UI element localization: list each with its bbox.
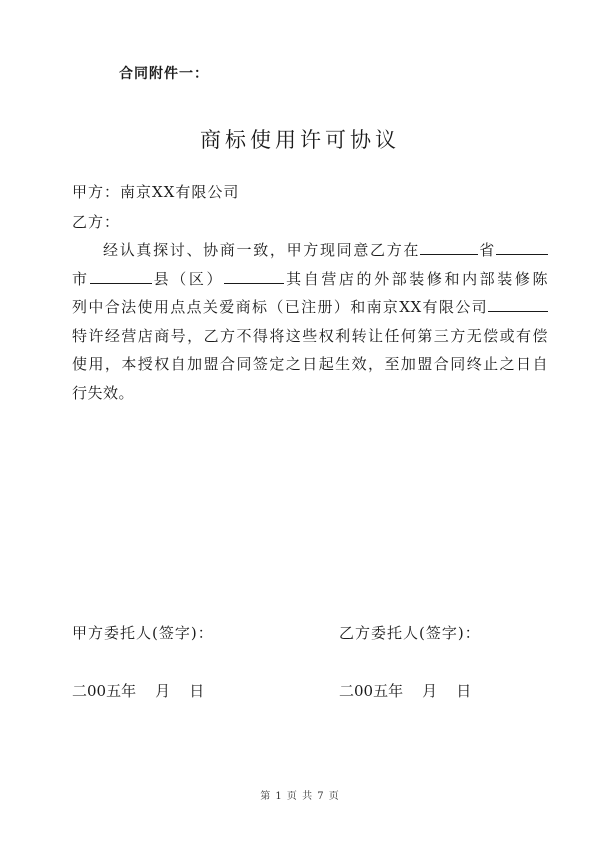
- blank-field-district: [224, 268, 284, 284]
- blank-field-after-province: [496, 239, 548, 255]
- agreement-body: [72, 236, 548, 407]
- body-text: 其自营店的外部装修和内部装修陈: [284, 269, 548, 288]
- date-party-a: 二00五年 月 日: [72, 682, 205, 700]
- blank-field-company: [488, 296, 548, 312]
- body-line-6: 行失效。: [72, 383, 135, 402]
- blank-field-city: [90, 268, 152, 284]
- body-text: 列中合法使用点点关爱商标（已注册）和南京XX有限公司: [72, 298, 488, 316]
- party-b-line: 乙方：: [72, 213, 121, 231]
- body-line-5: 使用，本授权自加盟合同签定之日起生效，至加盟合同终止之日自: [72, 355, 548, 373]
- body-text: 县（区）: [151, 269, 225, 288]
- signature-party-b: 乙方委托人(签字)：: [339, 624, 481, 642]
- body-text: 市: [72, 269, 90, 288]
- body-line-3: [72, 293, 548, 322]
- attachment-label: 合同附件一：: [119, 66, 209, 82]
- body-line-1: [72, 236, 548, 265]
- body-line-4: 特许经营店商号，乙方不得将这些权利转让任何第三方无偿或有偿: [72, 326, 548, 345]
- body-text: 省: [478, 241, 496, 259]
- body-text: 经认真探讨、协商一致，甲方现同意乙方在: [103, 241, 421, 259]
- blank-field-province: [420, 239, 478, 255]
- document-title: 商标使用许可协议: [200, 128, 400, 152]
- date-party-b: 二00五年 月 日: [339, 682, 472, 700]
- body-line-2: [72, 265, 548, 294]
- party-a-line: 甲方：南京XX有限公司: [72, 183, 240, 201]
- signature-party-a: 甲方委托人(签字)：: [72, 624, 214, 642]
- page-footer: 第 1 页 共 7 页: [260, 791, 340, 802]
